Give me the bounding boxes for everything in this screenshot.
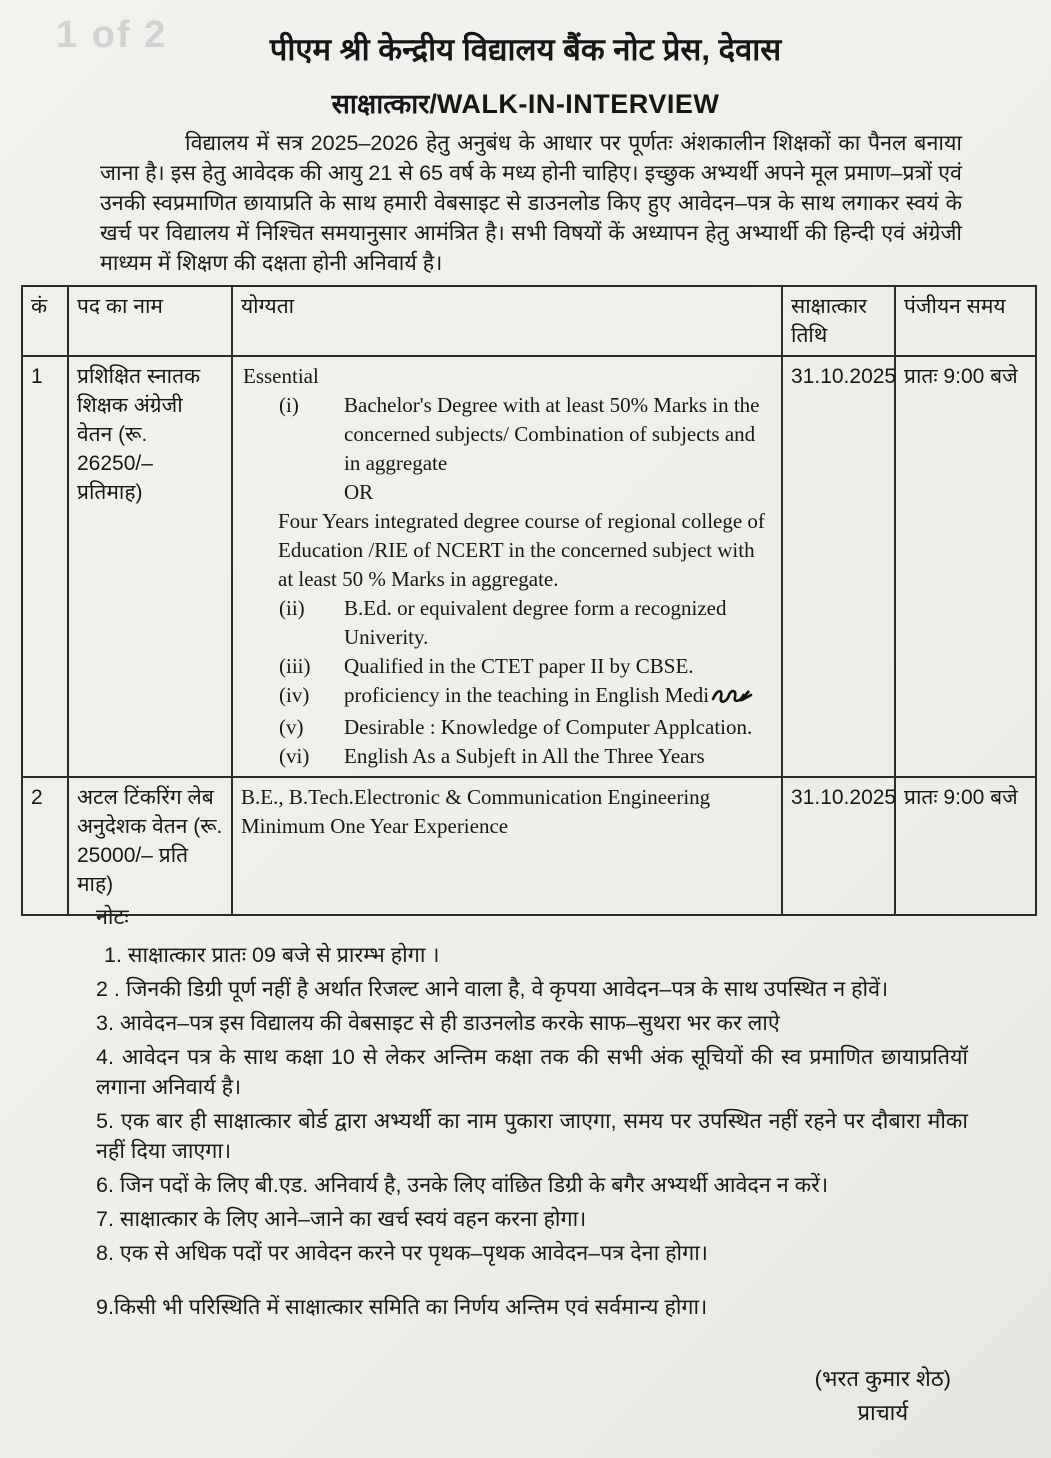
header-post-name: पद का नाम — [68, 286, 232, 356]
note-item-4: 4. आवेदन पत्र के साथ कक्षा 10 से लेकर अन्तिम कक्षा तक की सभी अंक सूचियों की स्व प्रमाणित छायाप्रतियॉ लगाना अनिवार्य है। — [96, 1045, 968, 1099]
qual-item-iii-text: Qualified in the CTET paper II by CBSE. — [344, 654, 694, 678]
notes-heading: नोटः — [96, 905, 129, 929]
qual-item-vi — [241, 742, 773, 771]
row1-qualification — [232, 356, 782, 777]
note-item-3: 3. आवेदन–पत्र इस विद्यालय की वेबसाइट से ही डाउनलोड करके साफ–सुथरा भर कर लाऐ — [96, 1011, 780, 1035]
subtitle-separator: / — [429, 89, 437, 119]
qual-item-iv-number: (iv) — [279, 683, 310, 707]
qual-essential-heading: Essential — [243, 364, 319, 388]
row2-qualification — [232, 777, 782, 915]
header-registration-time: पंजीयन समय — [895, 286, 1036, 356]
row2-registration-time: प्रातः 9:00 बजे — [895, 777, 1036, 915]
note-item-8: 8. एक से अधिक पदों पर आवेदन करने पर पृथक–पृथक आवेदन–पत्र देना होगा। — [96, 1241, 708, 1265]
document-title: पीएम श्री केन्द्रीय विद्यालय बैंक नोट प्रेस, देवास — [269, 32, 782, 67]
note-item-2: 2 . जिनकी डिग्री पूर्ण नहीं है अर्थात रिजल्ट आने वाला है, वे कृपया आवेदन–पत्र के साथ उपस्थित न होवें। — [96, 977, 889, 1001]
note-item-7: 7. साक्षात्कार के लिए आने–जाने का खर्च स्वयं वहन करना होगा। — [96, 1207, 587, 1231]
document-subtitle — [0, 84, 1051, 121]
qual-item-v-number: (v) — [279, 715, 304, 739]
row2-sno: 2 — [22, 777, 68, 915]
table-row — [22, 356, 1036, 777]
table-header-row — [22, 286, 1036, 356]
vacancy-table — [21, 285, 1037, 916]
intro-paragraph: विद्यालय में सत्र 2025–2026 हेतु अनुबंध के आधार पर पूर्णतः अंशकालीन शिक्षकों का पैनल बनाया जाना है। इस हेतु आवेदक की आयु 21 से 65 वर्ष के मध्य होनी चाहिए। इच्छुक अभ्यर्थी अपने मूल प्रमाण–प्रत्रों एवं उनकी स्वप्रमाणित छायाप्रति के साथ हमारी वेबसाइट से डाउनलोड किए हुए आवेदन–पत्र के साथ लगाकर स्वयं के खर्च पर विद्यालय में निश्चित समयानुसार आमंत्रित है। सभी विषयों कें अध्यापन हेतु अभ्यार्थी की हिन्दी एवं अंग्रेजी माध्यम में शिक्षण की दक्षता होनी अनिवार्य है। — [100, 131, 962, 275]
note-item-6: 6. जिन पदों के लिए बी.एड. अनिवार्य है, उनके लिए वांछित डिग्री के बगैर अभ्यर्थी आवेदन न करें। — [96, 1173, 829, 1197]
note-item-5: 5. एक बार ही साक्षात्कार बोर्ड द्वारा अभ्यर्थी का नाम पुकारा जाएगा, समय पर उपस्थित नहीं रहने पर दौबारा मौका नहीं दिया जाएगा। — [96, 1109, 968, 1163]
note-item-9: 9.किसी भी परिस्थिति में साक्षात्कार समिति का निर्णय अन्तिम एवं सर्वमान्य होगा। — [96, 1295, 708, 1319]
row2-interview-date: 31.10.2025 — [782, 777, 895, 915]
qual-item-iv-text: proficiency in the teaching in English Medi — [344, 683, 710, 707]
qual-item-ii — [241, 594, 773, 652]
note-item-1: 1. साक्षात्कार प्रातः 09 बजे से प्रारम्भ होगा । — [104, 943, 440, 967]
header-interview-date: साक्षात्कार तिथि — [782, 286, 895, 356]
qual-item-iii-number: (iii) — [279, 654, 311, 678]
qual-item-v-text: Desirable : Knowledge of Computer Applcation. — [344, 715, 753, 739]
qual-item-v — [241, 713, 773, 742]
handwritten-scribble — [711, 684, 753, 713]
qual-item-ii-number: (ii) — [279, 596, 305, 620]
signatory-designation: प्राचार्य — [857, 1400, 909, 1425]
signatory-name: (भरत कुमार शेठ) — [814, 1366, 951, 1391]
header-qualification: योग्यता — [232, 286, 782, 356]
qual-item-ii-text: B.Ed. or equivalent degree form a recognized Univerity. — [344, 596, 727, 649]
notes-section — [96, 902, 968, 1326]
row1-interview-date: 31.10.2025 — [782, 356, 895, 777]
row2-qual-line1: B.E., B.Tech.Electronic & Communication Engineering — [241, 785, 711, 809]
row1-sno: 1 — [22, 356, 68, 777]
subtitle-hindi: साक्षात्कार — [331, 89, 430, 119]
row2-post-name: अटल टिंकरिंग लेब अनुदेशक वेतन (रू. 25000/– प्रति माह) — [68, 777, 232, 915]
qual-alternative-paragraph: Four Years integrated degree course of regional college of Education /RIE of NCERT in the concerned subject with at least 50 % Marks in aggregate. — [278, 509, 765, 591]
qual-item-vi-text: English As a Subjeft in All the Three Years — [344, 744, 705, 768]
qual-or-label: OR — [344, 480, 374, 504]
qual-item-i — [241, 391, 773, 478]
qual-item-iii — [241, 652, 773, 681]
table-row — [22, 777, 1036, 915]
row1-registration-time: प्रातः 9:00 बजे — [895, 356, 1036, 777]
signature-block — [815, 1362, 951, 1430]
qual-item-vi-number: (vi) — [279, 744, 310, 768]
row1-post-name: प्रशिक्षित स्नातक शिक्षक अंग्रेजी वेतन (रू. 26250/– प्रतिमाह) — [68, 356, 232, 777]
qual-item-iv — [241, 681, 773, 713]
header-sno: कं — [22, 286, 68, 356]
row2-qual-line2: Minimum One Year Experience — [241, 814, 509, 838]
qual-item-i-text: Bachelor's Degree with at least 50% Marks in the concerned subjects/ Combination of subjects and in aggregate — [344, 393, 760, 475]
page-count-watermark: 1 of 2 — [56, 14, 168, 56]
qual-item-i-number: (i) — [279, 393, 299, 417]
subtitle-english: WALK-IN-INTERVIEW — [436, 89, 720, 119]
